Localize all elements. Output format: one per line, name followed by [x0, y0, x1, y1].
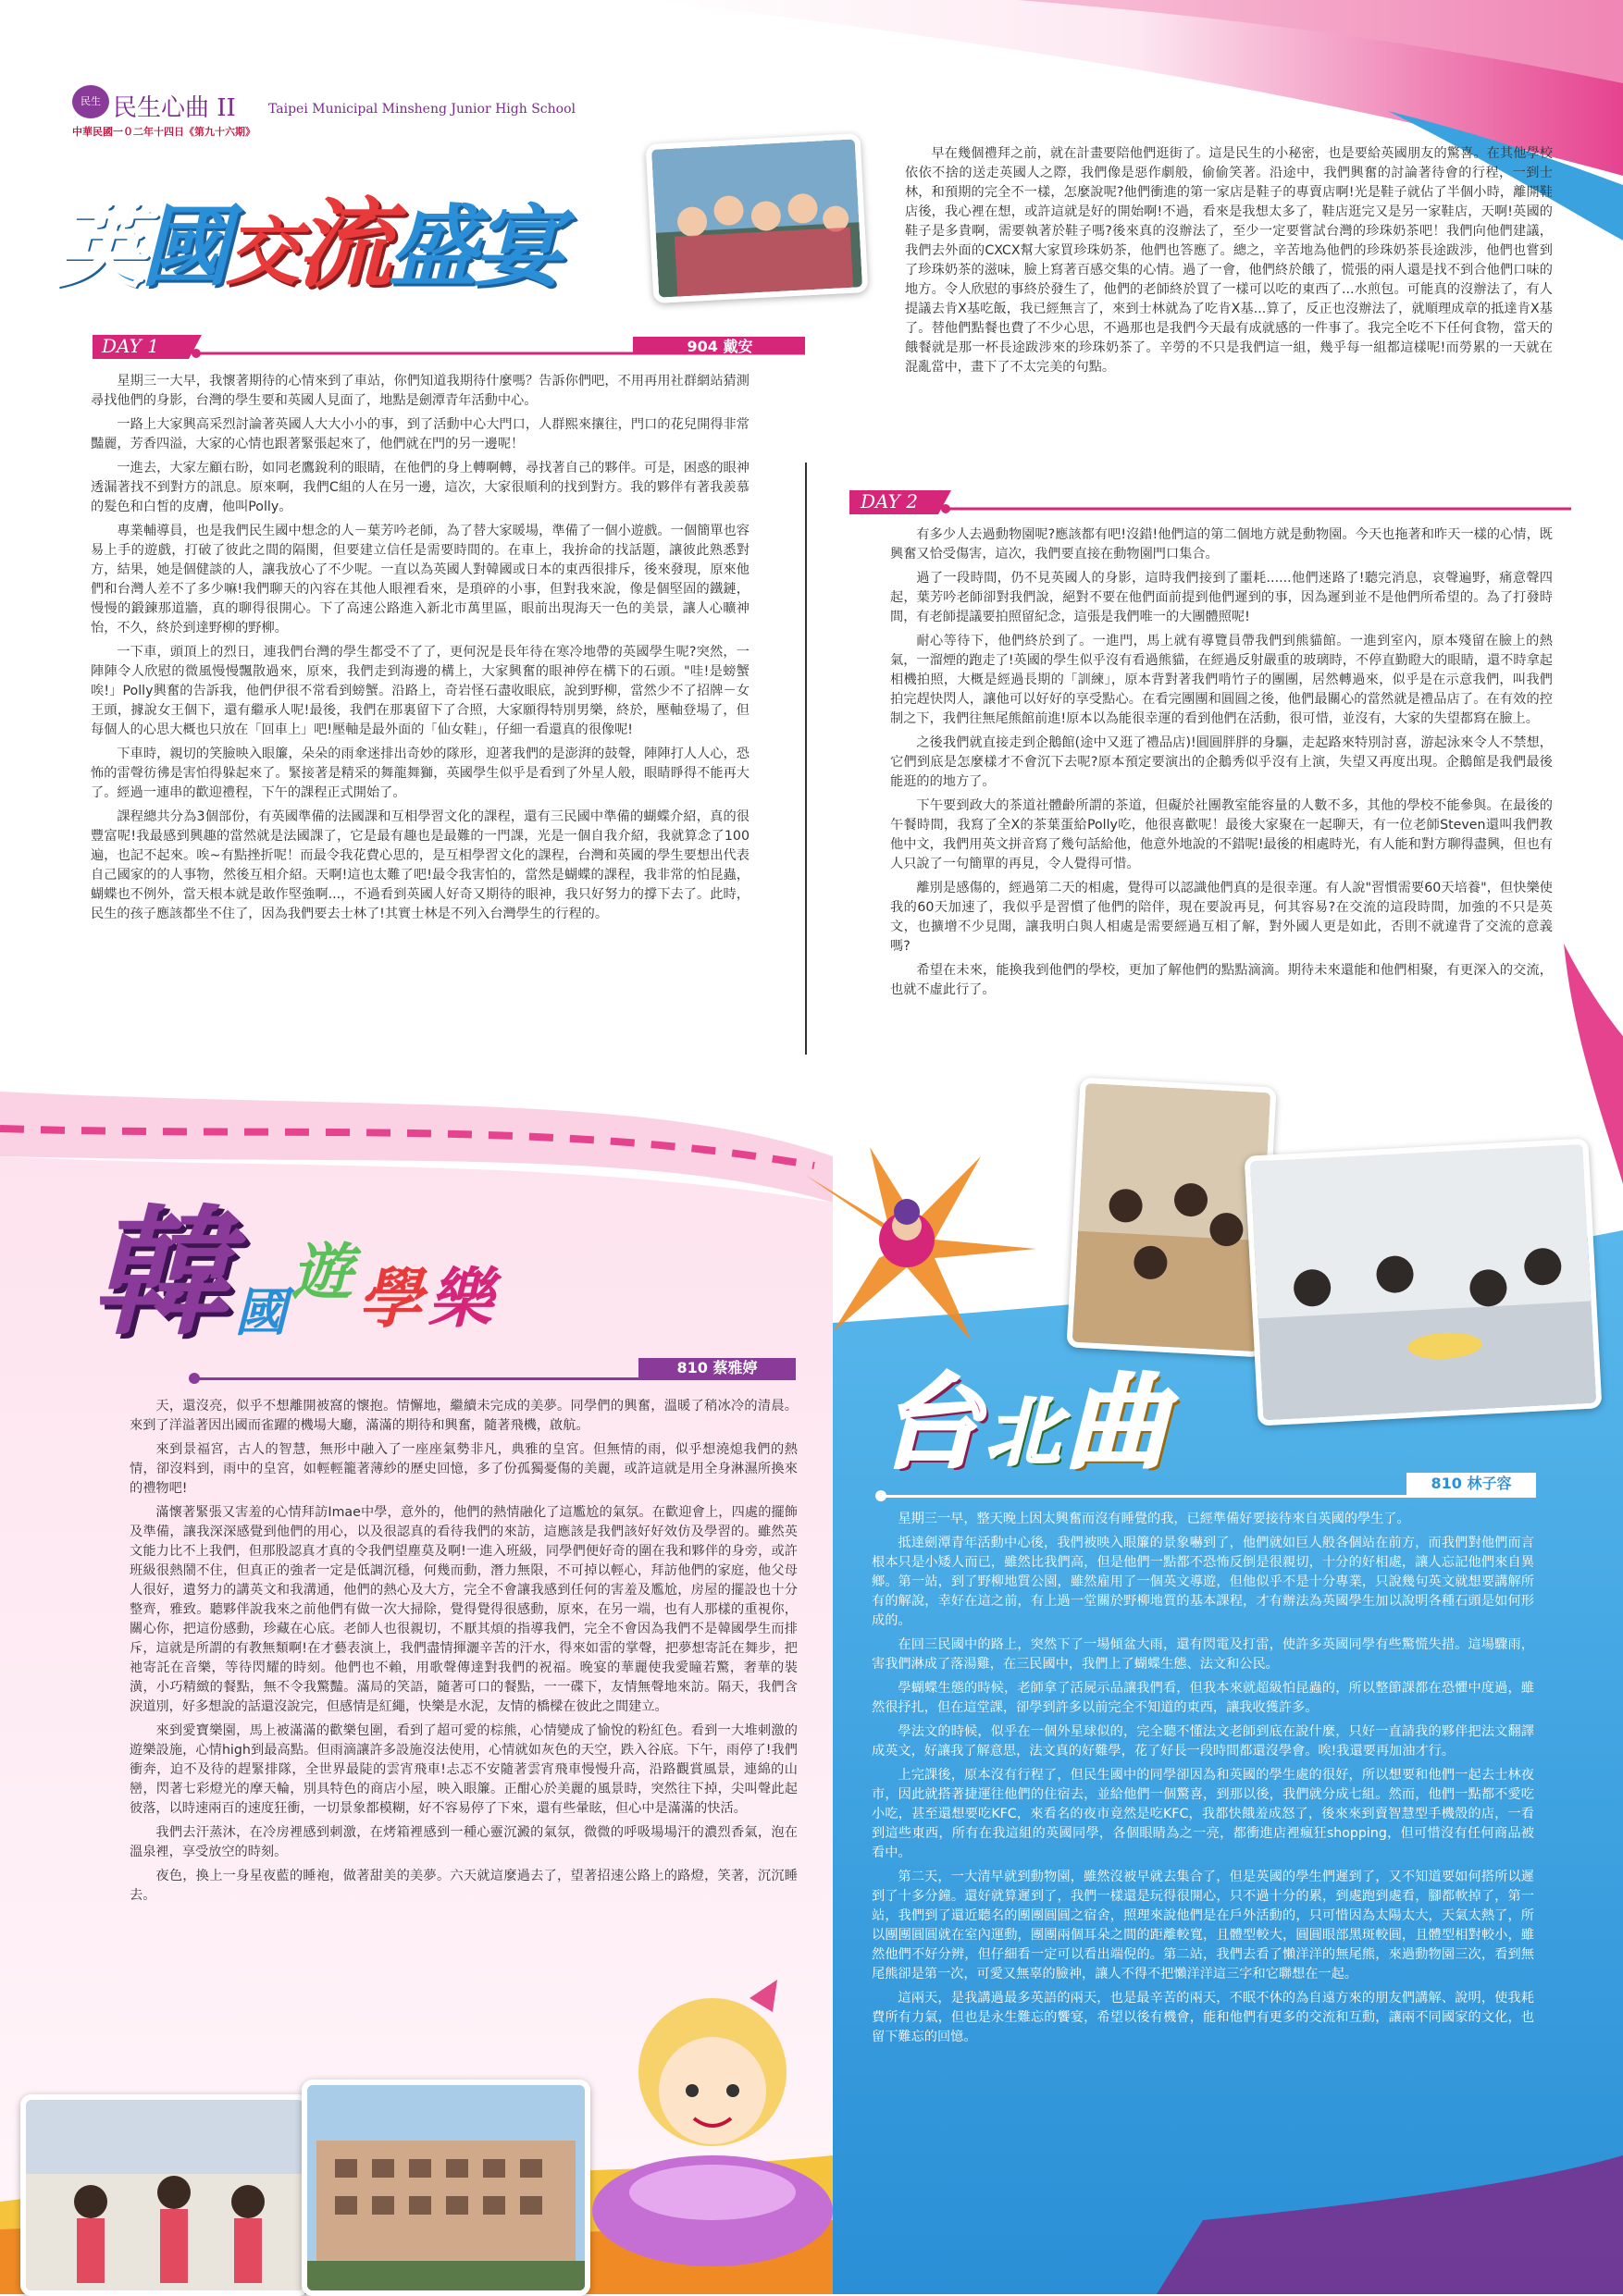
flying-character-illustration [768, 1138, 1046, 1351]
taipei-title [879, 1341, 1167, 1487]
article-paragraph: 學蝴蝶生態的時候，老師拿了活屍示品讓我們看，但我本來就超級怕昆蟲的，所以整節課都在恐懼中度過，雖然很抒扎，但在這堂課，卻學到許多以前完全不知道的東西，讓我收獲許多。 [872, 1681, 1534, 1715]
taipei-title-char: 北 [985, 1389, 1060, 1475]
korea-title-char: 樂 [427, 1260, 493, 1337]
korea-divider-line [194, 1377, 796, 1380]
article-paragraph: 耐心等待下，他們終於到了。一進門，馬上就有導覽員帶我們到熊貓館。一進到室內，原本殘留在臉上的熱氣，一溜煙的跑走了!英國的學生似乎沒有看過熊貓，在經過反射嚴重的玻璃時，不停直勤瞪大的眼睛，還不時拿起相機拍照，大概是經過長期的「訓練」，原本背對著我們啃竹子的團團，居然轉過來，似乎是在示意我們，叫我們拍完趕快閃人，讓他可以好好的享受點心。在看完團團和圓圓之後，他們最關心的當然就是禮品店了。在有效的控制之下，我們往無尾熊館前進!原本以為能很幸運的看到他們在活動，很可惜，並沒有，大家的失望都寫在臉上。 [890, 634, 1553, 726]
article-paragraph: 下午要到政大的茶道社體齡所謂的茶道，但礙於社團教室能容量的人數不多，其他的學校不能參與。在最後的午餐時間，我寫了全X的茶葉蛋給Polly吃，他很喜歡呢！最後大家聚在一起聊天，有一位老師Steven還叫我們教他中文，我們用英文拼音寫了幾句話給他，他意外地說的不錯呢!最後的相處時光，有人能和對方聊得盡興，但也有人只說了一句簡單的再見，令人覺得可惜。 [890, 798, 1553, 871]
girl-plane-illustration [574, 1896, 851, 2285]
taipei-title-char: 曲 [1065, 1363, 1168, 1482]
taipei-divider-dot [875, 1490, 886, 1501]
article-paragraph: 星期三一大早，我懷著期待的心情來到了車站，你們知道我期待什麼嗎？告訴你們吧，不用再用社群網站猜測尋找他們的身影，台灣的學生要和英國人見面了，地點是劍潭青年活動中心。 [91, 374, 750, 408]
korea-divider-dot [189, 1373, 200, 1384]
article-paragraph: 離別是感傷的，經過第二天的相處，覺得可以認識他們真的是很幸運。有人說"習慣需要60天培養"，但快樂使我的60天加速了，我似乎是習慣了他們的陪伴，現在要說再見，何其容易?在交流的這段時間，加強的不只是英文，也擴增不少見聞，讓我明白與人相處是需要經過互相了解，對外國人更是如此，否則不就違背了交流的意義嗎? [890, 881, 1553, 954]
article-paragraph: 一下車，頭頂上的烈日，連我們台灣的學生都受不了了，更何況是長年待在寒冷地帶的英國學生呢?突然，一陣陣令人欣慰的微風慢慢飄散過來，原來，我們走到海邊的構上，大家興奮的眼神停在構下的石頭。"哇!是螃蟹唉!」Polly興奮的告訴我，他們伊很不常看到螃蟹。沿路上，奇岩怪石盡收眼底，說到野柳，當然少不了招牌－女王頭，據說女王個下，還有繼承人呢!最後，我們在那裏留下了合照，大家願得特別男樂，終於，壓軸登場了，但每個人的心思大概也只放在「回車上」吧!壓軸是最外面的「仙女鞋」，仔細一看還真的很像呢! [91, 645, 750, 737]
korea-title-big-char: 韓 [91, 1191, 230, 1354]
article-paragraph: 一進去，大家左顧右盼，如同老鷹銳利的眼睛，在他們的身上轉啊轉，尋找著自己的夥伴。可是，困惑的眼神透漏著找不到對方的訊息。原來啊，我們C組的人在另一邊，這次，大家很順利的找到對方。我的夥伴有著我羨慕的髮色和白皙的皮膚，他叫Polly。 [91, 461, 750, 514]
article-paragraph: 過了一段時間，仍不見英國人的身影，這時我們接到了噩耗......他們迷路了!聽完消息，哀聲遍野，痛意聲四起，葉芳吟老師卻對我們說，絕對不要在他們面前提到他們遲到的事，因為遲到並不是他們所希望的。為了打發時間，有老師提議要拍照留紀念，這張是我們唯一的大團體照呢! [890, 571, 1553, 624]
taipei-author: 810 林子容 [1431, 1475, 1512, 1492]
issue-info: 中華民國一０二年十四日《第九十六期》 [72, 126, 255, 138]
day2-label: DAY 2 [861, 490, 918, 512]
uk-title [56, 167, 559, 305]
taipei-photo-2 [1245, 1138, 1603, 1426]
uk-title-char: 英 [56, 194, 141, 299]
uk-day1-article [91, 372, 750, 1075]
day2-divider [849, 488, 1571, 516]
article-paragraph: 上完課後，原本沒有行程了，但民生國中的同學卻因為和英國的學生處的很好，所以想要和他們一起去士林夜市，因此就搭著捷運往他們的住宿去，並給他們一個驚喜，到那以後，我們就分成七組。然而，他們一點都不愛吃小吃，甚至還想要吃KFC，來看名的夜市竟然是吃KFC，我都快餓羞成怒了，後來來到賣智慧型手機殼的店，一看到這些東西，所有在我這組的英國同學，各個眼睛為之一亮，都衝進店裡瘋狂shopping，但可惜沒有任何商品被看中。 [872, 1768, 1534, 1860]
day1-label: DAY 1 [102, 335, 159, 357]
masthead-title: 民生心曲 II [113, 94, 236, 122]
article-paragraph: 天，還沒亮，似乎不想離開被窩的懷抱。情懈地，繼續未完成的美夢。同學們的興奮，溫暖了稍冰冷的清晨。來到了洋溢著因出國而雀躍的機場大廳，滿滿的期待和興奮，隨著飛機，啟航。 [130, 1399, 798, 1433]
article-paragraph: 有多少人去過動物園呢?應該都有吧!沒錯!他們這的第二個地方就是動物園。今天也拖著和昨天一樣的心情，既興奮又恰受傷害，這次，我們要直接在動物園門口集合。 [890, 527, 1553, 562]
uk-title-char: 盛 [389, 194, 475, 299]
taipei-photo-1 [1067, 1078, 1277, 1358]
korea-title-char: 學 [357, 1260, 423, 1337]
uk-title-char: 宴 [474, 194, 560, 299]
article-paragraph: 下車時，親切的笑臉映入眼簾，朵朵的雨傘迷排出奇妙的隊形，迎著我們的是澎湃的鼓聲，陣陣打人人心，恐怖的雷聲彷彿是害怕得躲起來了。緊接著是精采的舞龍舞獅，英國學生似乎是看到了外星人般，眼睛睜得不能再大了。經過一連串的歡迎禮程，下午的課程正式開始了。 [91, 747, 750, 800]
korea-author: 810 蔡雅婷 [676, 1359, 758, 1376]
korea-school-building-photo [302, 2080, 590, 2296]
article-paragraph: 之後我們就直接走到企鵝館(途中又逛了禮品店)!圓圓胖胖的身驅，走起路來特別討喜，游起泳來令人不禁想，它們到底是怎麼樣才不會沉下去呢?原本預定要演出的企鵝秀似乎沒有上演，失望又再度出現。企鵝館是我們最後能逛的的地方了。 [890, 735, 1553, 789]
uk-day1-continued [905, 144, 1553, 470]
article-paragraph: 希望在未來，能換我到他們的學校，更加了解他們的點點滴滴。期待未來還能和他們相聚，有更深入的交流，也就不虛此行了。 [890, 963, 1553, 997]
day1-author: 904 戴安 [687, 338, 753, 355]
taipei-title-char: 台 [879, 1363, 981, 1482]
taipei-article [872, 1510, 1534, 2222]
article-paragraph: 星期三一早，整天晚上因太興奮而沒有睡覺的我，已經準備好要接待來自英國的學生了。 [898, 1512, 1410, 1526]
article-paragraph: 來到愛寶樂園，馬上被滿滿的歡樂包圍，看到了超可愛的棕熊，心情變成了愉悅的粉紅色。看到一大堆刺激的遊樂設施，心情high到最高點。但雨滴讓許多設施沒法使用，心情就如灰色的天空，跌入谷底。下午，雨停了!我們衝奔，迫不及待的趕緊排隊，全世界最陡的雲宵飛車!忐忑不安隨著雲宵飛車慢慢升高，沿路觀賞風景，連綿的山巒，閃著七彩燈光的摩天輪，別具特色的商店小屋，映入眼簾。正酣心於美麗的風景時，突然往下掉，尖叫聲此起彼落，以時速兩百的速度狂衝，一切景象都模糊，好不容易停了下來，還有些暈眩，但心中是滿滿的快活。 [130, 1723, 798, 1816]
korea-performance-photo [20, 2094, 309, 2296]
school-name-english: Taipei Municipal Minsheng Junior High School [268, 102, 576, 117]
article-paragraph: 在回三民國中的路上，突然下了一場傾盆大雨，還有閃電及打雷，使許多英國同學有些驚慌失措。這場驟雨，害我們淋成了落湯雞，在三民國中，我們上了蝴蝶生態、法文和公民。 [872, 1637, 1534, 1672]
article-paragraph: 課程總共分為3個部份，有英國準備的法國課和互相學習文化的課程，還有三民國中準備的蝴蝶介紹，真的很豐富呢!我最感到興趣的當然就是法國課了，它是最有趣也是最難的一門課，光是一個自我介紹，我就算念了100遍，也記不起來。唉~有點挫折呢！而最令我花費心思的，是互相學習文化的課程，台灣和英國的學生要想出代表自己國家的的人事物，然後互相介紹。天啊!這也太難了吧!最令我害怕的，當然是蝴蝶的課程，我非常的怕昆蟲，蝴蝶也不例外，當天根本就是敢作堅強啊...，不過看到英國人好奇又期待的眼神，我只好努力的撐下去了。此時，民生的孩子應該都坐不住了，因為我們要去士林了!其實士林是不列入台灣學生的行程的。 [91, 809, 750, 921]
uk-day2-article [890, 525, 1553, 1117]
school-logo: 民生 [72, 85, 109, 118]
uk-title-char: 國 [141, 194, 226, 299]
article-paragraph: 第二天，一大清早就到動物園，雖然沒被早就去集合了，但是英國的學生們遲到了，又不知道要如何搭所以遲到了十多分鐘。還好就算遲到了，我們一樣還是玩得很開心，只不過十分的累，到處跑到處看，腳都軟掉了，第一站，我們到了還近聽名的團團圓圓之宿舍，照理來說他們是在戶外活動的，只可惜因為太陽太大，天氣太熱了，所以團團圓圓就在室內運動，團團兩個耳朵之間的距離較寬，且體型較大，圓圓眼部黑斑較圓，且體型相對較小，雖然他們不好分辨，但仔細看一定可以看出端倪的。第二站，我們去看了懶洋洋的無尾熊，來過動物園三次，看到無尾熊卻是第一次，可愛又無辜的臉神，讓人不得不把懶洋洋這三字和它聯想在一起。 [872, 1870, 1534, 1981]
article-paragraph: 學法文的時候，似乎在一個外星球似的，完全聽不懂法文老師到底在說什麼，只好一直請我的夥伴把法文翻譯成英文，好讓我了解意思，法文真的好難學，花了好長一段時間都還沒學會。唉!我還要再加油才行。 [872, 1724, 1534, 1759]
article-paragraph: 早在幾個禮拜之前，就在計畫要陪他們逛街了。這是民生的小秘密，也是要給英國朋友的驚喜。在其他學校依依不捨的送走英國人之際，我們像是惡作劇般，偷偷笑著。沿途中，我們興奮的討論著待會的行程，一到士林，和預期的完全不一樣，怎麼說呢?他們衝進的第一家店是鞋子的專賣店啊!光是鞋子就佔了半個小時，離開鞋店後，我心裡在想，或許這就是好的開始啊!不過，看來是我想太多了，鞋店逛完又是另一家鞋店，天啊!英國的鞋子是多貴啊，需要執著於鞋子嗎?後來真的沒辦法了，至少一定要嘗試台灣的珍珠奶茶吧！我們向他們建議，我們去外面的CXCX幫大家買珍珠奶茶，他們也答應了。總之，辛苦地為他們的珍珠奶茶長途跋涉，他們也嘗到了珍珠奶茶的滋味，臉上寫著百感交集的心情。過了一會，他們終於餓了，慌張的兩人還是找不到合他們口味的地方。令人欣慰的事終於發生了，他們的老師終於買了一樣可以吃的東西了...水煎包。可能真的沒辦法了，有人提議去肯X基吃飯，我已經無言了，來到士林就為了吃肯X基...算了，反正也沒辦法了，就順理成章的抵達肯X基了。替他們點餐也費了不少心思，不過那也是我們今天最有成就感的一件事了。我完全吃不下任何食物，當天的餓餐就是那一杯長途跋涉來的珍珠奶茶了。辛勞的不只是我們這一組，幾乎每一組都這樣呢!而勞累的一天就在混亂當中，畫下了不太完美的句點。 [905, 146, 1553, 375]
article-paragraph: 一路上大家興高采烈討論著英國人大大小小的事，到了活動中心大門口，人群熙來攘往，門口的花兒開得非常豔麗，芳香四溢，大家的心情也跟著緊張起來了，他們就在門的另一邊呢！ [91, 417, 750, 451]
column-divider [805, 463, 807, 1055]
article-paragraph: 來到景福宮，古人的智慧，無形中融入了一座座氣勢非凡，典雅的皇宮。但無情的雨，似乎想澆熄我們的熱情，卻沒料到，雨中的皇宮，如輕輕籠著薄紗的歷史回憶，多了份孤獨憂傷的美麗，或許這就是用全身淋濕所換來的禮物吧! [130, 1442, 798, 1496]
article-paragraph: 專業輔導員，也是我們民生國中想念的人－葉芳吟老師，為了替大家暖場，準備了一個小遊戲。一個簡單也容易上手的遊戲，打破了彼此之間的隔閡，但要建立信任是需要時間的。在車上，我拚命的找話題，讓彼此熟悉對方，結果，她是個健談的人，讓我放心了不少呢。一直以為英國人對韓國或日本的東西很排斥，後來發現，原來他們和台灣人差不了多少嘛!我們聊天的內容在其他人眼裡看來，是瑣碎的小事，但對我來說，像是個堅固的鐵鏈，慢慢的鍛鍊那道牆，真的聊得很開心。下了高速公路進入新北市萬里區，眼前出現海天一色的美景，讓人心曠神怡，不久，終於到達野柳的野柳。 [91, 524, 750, 636]
uk-title-char: 流 [296, 187, 390, 301]
taipei-divider-line [883, 1495, 1536, 1498]
korea-title-char: 國 [234, 1282, 287, 1343]
korea-title [91, 1161, 492, 1361]
uk-title-char: 交 [226, 208, 296, 295]
article-paragraph: 抵達劍潭青年活動中心後，我們被映入眼簾的景象嚇到了，他們就如巨人般各個站在前方，而我們對他們而言根本只是小矮人而已，雖然比我們高，但是他們一點都不恐怖反倒是很親切，十分的好相處，讓人忘記他們來自異鄉。第一站，到了野柳地質公園，雖然雇用了一個英文導遊，但他似乎不是十分專業，只說幾句英文就想要講解所有的解說，幸好在這之前，有上過一堂關於野柳地質的基本課程，才有辦法為英國學生加以說明各種石頭是如何形成的。 [872, 1536, 1534, 1628]
article-paragraph: 夜色，換上一身星夜藍的睡袍，做著甜美的美夢。六天就這麼過去了，望著招速公路上的路燈，笑著，沉沉睡去。 [130, 1869, 798, 1903]
uk-group-photo [646, 133, 869, 303]
article-paragraph: 我們去汗蒸沐，在冷房裡感到刺激，在烤箱裡感到一種心靈沉澱的氣氛，微微的呼吸場場汗的濃烈香氣，泡在溫泉裡，享受放空的時刻。 [130, 1825, 798, 1859]
article-paragraph: 這兩天，是我講過最多英語的兩天，也是最辛苦的兩天，不眠不休的為自遠方來的朋友們講解、說明，使我耗費所有力氣，但也是永生難忘的饗宴，希望以後有機會，能和他們有更多的交流和互動，讓兩不同國家的文化，也留下難忘的回憶。 [872, 1991, 1534, 2044]
korea-title-char: 遊 [291, 1236, 353, 1308]
article-paragraph: 滿懷著緊張又害羞的心情拜訪Imae中學，意外的，他們的熱情融化了這尷尬的氣氛。在歡迎會上，四處的擺飾及準備，讓我深深感覺到他們的用心，以及很認真的看待我們的來訪，這應該是我們該好好效仿及學習的。雖然英文能力比不上我們，但那股認真才真的令我們望塵莫及啊!一進入班級，同學們便好奇的圍在我和夥伴的身旁，或許班級很熱鬧不住，但真正的強者一定是低調沉穩，何幾而動，潛力無限，不可掉以輕心，拜訪他們的家庭，他父母人很好，遺努力的講英文和我溝通，他們的熱心及大方，完全不會讓我感到任何的害羞及尷尬，房屋的擺設也十分整齊，雅致。聽夥伴說我來之前他們有做一次大掃除，覺得覺得很感動，原來，在另一端，也有人那樣的重視你，關心你，把這份感動，珍藏在心底。老師人也很親切，不厭其煩的指導我們，完全不會因為我們不是韓國學生而排斥，這就是所謂的有教無類啊!在才藝表演上，我們盡情揮灑辛苦的汗水，得來如雷的掌聲，把夢想寄託在舞步，把祂寄託在音樂，等待閃耀的時刻。他們也不賴，用歌聲傳達對我們的祝福。晚宴的華麗使我愛瞳若驚，奢華的裝潢，小巧精緻的餐點，無不令我驚豔。滿局的笑語，隨著可口的餐點，一一碟下，友情無聲地來訪。隔天，我們含淚道別，好多想說的話還沒說完，但感情是紅繩，快樂是水泥，友情的橋樑在彼此之間建立。 [130, 1505, 798, 1714]
